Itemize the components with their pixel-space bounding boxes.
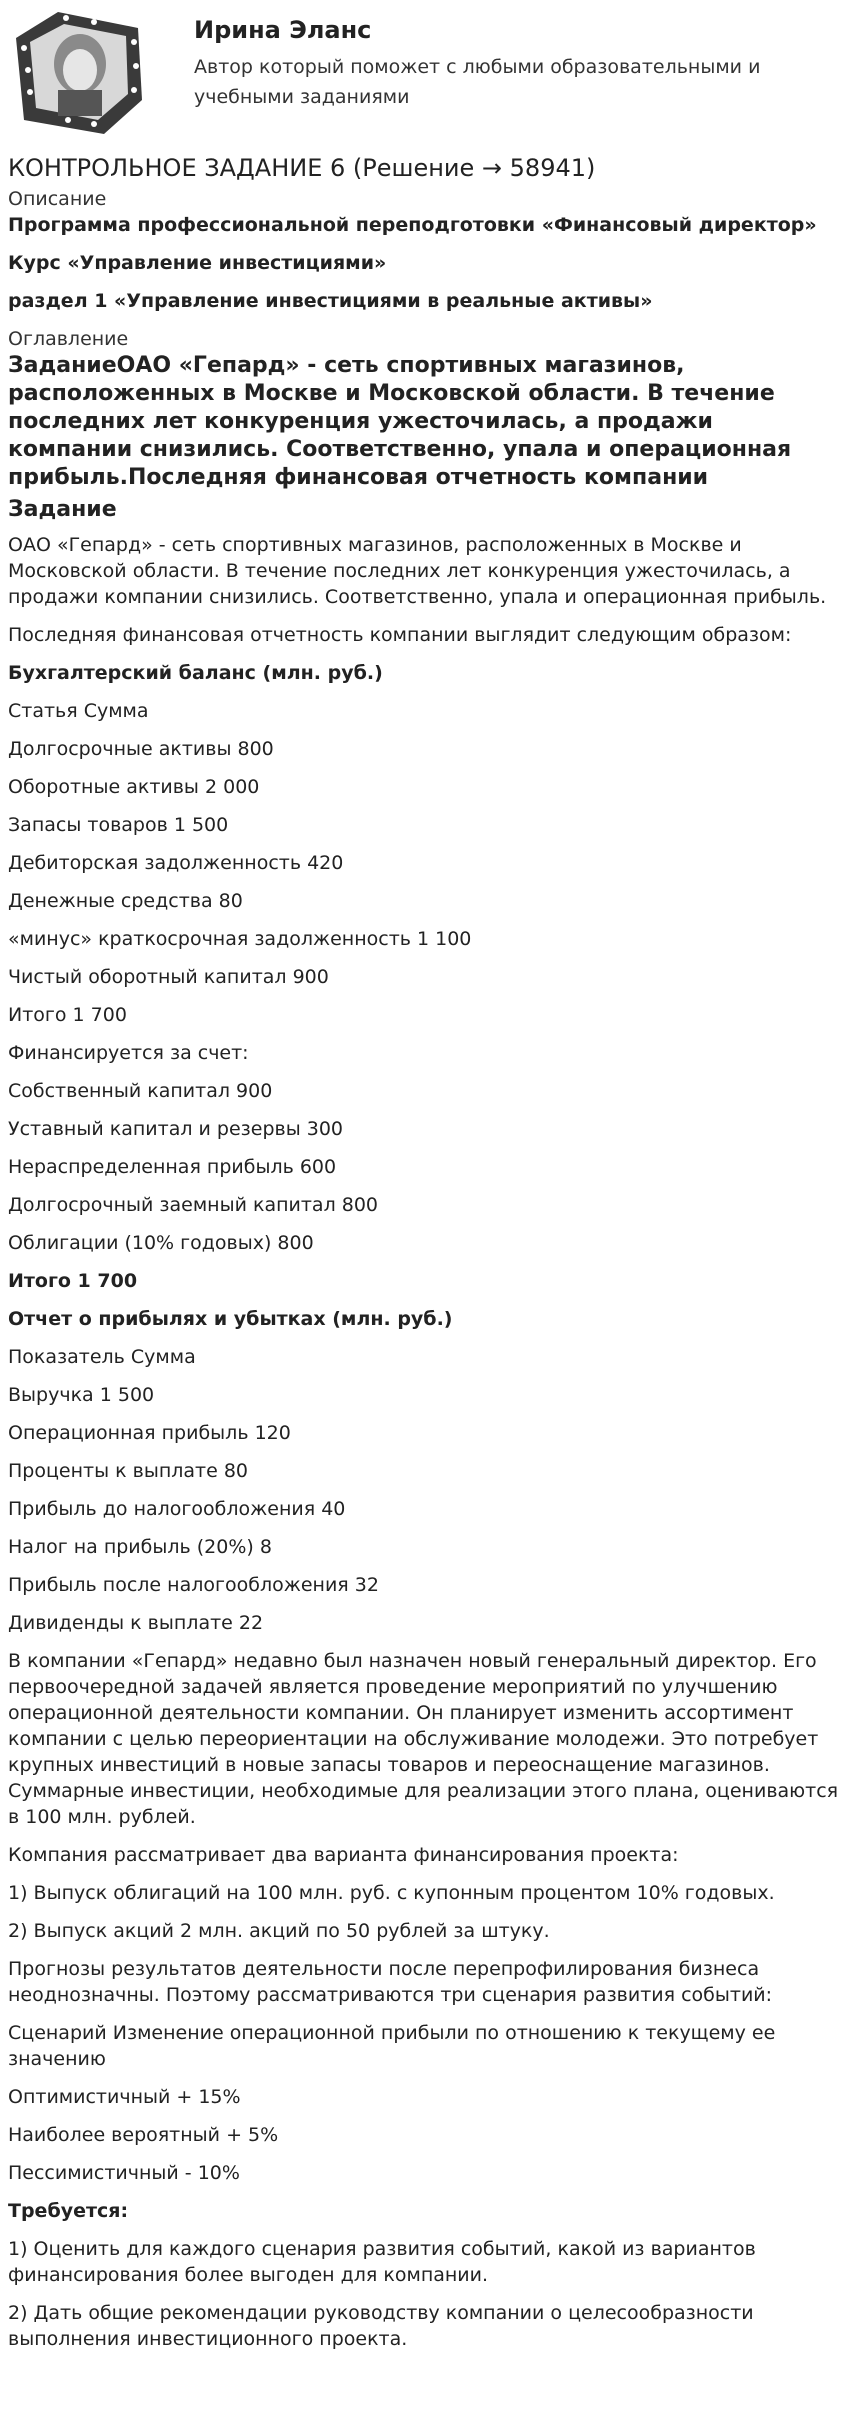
balance-line: Чистый оборотный капитал 900	[8, 966, 329, 988]
financing-option-1: 1) Выпуск облигаций на 100 млн. руб. с купонным процентом 10% годовых.	[8, 1882, 775, 1904]
financing-option-2: 2) Выпуск акций 2 млн. акций по 50 рублей за штуку.	[8, 1920, 550, 1942]
pl-line: Показатель Сумма	[8, 1346, 196, 1368]
pl-line: Операционная прибыль 120	[8, 1422, 291, 1444]
task-heading: Задание	[8, 497, 117, 522]
requirement-1: 1) Оценить для каждого сценария развития событий, какой из вариантов финансирования более выгоден для компании.	[8, 2238, 756, 2286]
balance-line: Статья Сумма	[8, 700, 149, 722]
scenario-header: Сценарий Изменение операционной прибыли по отношению к текущему ее значению	[8, 2022, 776, 2070]
balance-total: Итого 1 700	[8, 1270, 138, 1292]
director-paragraph: В компании «Гепард» недавно был назначен новый генеральный директор. Его первоочередной задачей является проведение мероприятий по улучшению операционной деятельности компании. Он планирует изменить ассортимент компании с целью переориентации на обслуживание молодежи. Это потребует крупных инвестиций в новые запасы товаров и переоснащение магазинов. Суммарные инвестиции, необходимые для реализации этого плана, оцениваются в 100 млн. рублей.	[8, 1650, 839, 1828]
pl-line: Налог на прибыль (20%) 8	[8, 1536, 272, 1558]
balance-line: Собственный капитал 900	[8, 1080, 273, 1102]
intro-paragraph: ОАО «Гепард» - сеть спортивных магазинов, расположенных в Москве и Московской области. В течение последних лет конкуренция ужесточилась, а продажи компании снизились. Соответственно, упала и операционная прибыль.	[8, 534, 827, 608]
balance-line: Долгосрочный заемный капитал 800	[8, 1194, 379, 1216]
scenario-line: Оптимистичный + 15%	[8, 2086, 241, 2108]
toc-label: Оглавление	[8, 328, 129, 350]
balance-line: Уставный капитал и резервы 300	[8, 1118, 344, 1140]
pl-statement	[8, 1344, 839, 1648]
balance-line: Оборотные активы 2 000	[8, 776, 260, 798]
balance-line: Запасы товаров 1 500	[8, 814, 229, 836]
required-label: Требуется:	[8, 2200, 129, 2222]
pl-line: Дивиденды к выплате 22	[8, 1612, 264, 1634]
balance-line: Денежные средства 80	[8, 890, 243, 912]
pl-line: Прибыль после налогообложения 32	[8, 1574, 379, 1596]
author-name[interactable]: Ирина Эланс	[194, 16, 372, 44]
author-description: Автор который поможет с любыми образовательными и учебными заданиями	[194, 56, 761, 108]
course-name: Курс «Управление инвестициями»	[8, 252, 387, 274]
forecast-paragraph: Прогнозы результатов деятельности после перепрофилирования бизнеса неоднозначны. Поэтому рассматриваются три сценария развития событий:	[8, 1958, 773, 2006]
scenario-line: Наиболее вероятный + 5%	[8, 2124, 279, 2146]
balance-line: Долгосрочные активы 800	[8, 738, 274, 760]
scenario-line: Пессимистичный - 10%	[8, 2162, 240, 2184]
balance-line: Дебиторская задолженность 420	[8, 852, 344, 874]
requirement-2: 2) Дать общие рекомендации руководству компании о целесообразности выполнения инвестиционного проекта.	[8, 2302, 754, 2350]
balance-sheet	[8, 698, 839, 1268]
pl-line: Выручка 1 500	[8, 1384, 155, 1406]
program-name: Программа профессиональной переподготовки «Финансовый директор»	[8, 214, 817, 236]
balance-line: Нераспределенная прибыль 600	[8, 1156, 337, 1178]
section-name: раздел 1 «Управление инвестициями в реальные активы»	[8, 290, 653, 312]
pl-line: Прибыль до налогообложения 40	[8, 1498, 346, 1520]
author-card	[8, 8, 839, 148]
author-info	[194, 8, 814, 112]
author-avatar[interactable]	[8, 8, 146, 138]
intro-paragraph-2: Последняя финансовая отчетность компании выглядит следующим образом:	[8, 624, 792, 646]
balance-line: «минус» краткосрочная задолженность 1 100	[8, 928, 472, 950]
toc-heading[interactable]: ЗаданиеОАО «Гепард» - сеть спортивных магазинов, расположенных в Москве и Московской области. В течение последних лет конкуренция ужесточилась, а продажи компании снизились. Соответственно, упала и операционная прибыль.Последняя финансовая отчетность компании	[8, 353, 792, 490]
pl-line: Проценты к выплате 80	[8, 1460, 249, 1482]
balance-title: Бухгалтерский баланс (млн. руб.)	[8, 662, 383, 684]
balance-line: Финансируется за счет:	[8, 1042, 249, 1064]
balance-line: Облигации (10% годовых) 800	[8, 1232, 314, 1254]
options-paragraph: Компания рассматривает два варианта финансирования проекта:	[8, 1844, 679, 1866]
balance-line: Итого 1 700	[8, 1004, 127, 1026]
description-label: Описание	[8, 188, 107, 210]
pl-title: Отчет о прибылях и убытках (млн. руб.)	[8, 1308, 453, 1330]
page-title: КОНТРОЛЬНОЕ ЗАДАНИЕ 6 (Решение → 58941)	[8, 154, 596, 182]
